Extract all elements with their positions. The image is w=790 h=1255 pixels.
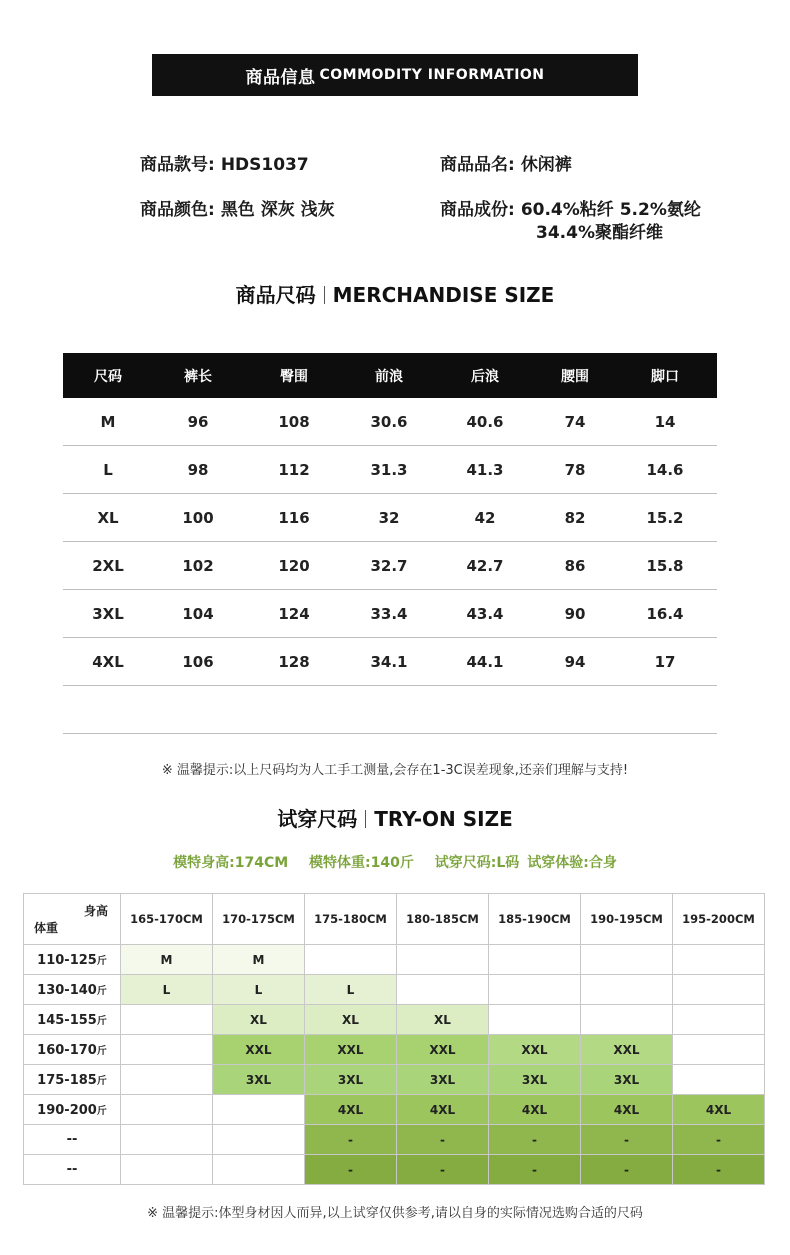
table-row bbox=[63, 398, 717, 446]
table-cell: 14.6 bbox=[646, 460, 684, 479]
size-cell bbox=[121, 1095, 213, 1125]
size-cell bbox=[213, 1095, 305, 1125]
size-cell: XL bbox=[213, 1005, 305, 1035]
weight-header: 110-125斤 bbox=[24, 945, 121, 975]
model-info: 模特身高:174CM 模特体重:140斤 试穿尺码:L码 试穿体验:合身 bbox=[173, 855, 617, 871]
size-cell bbox=[121, 1155, 213, 1185]
size-cell bbox=[673, 1005, 765, 1035]
size-table bbox=[63, 353, 717, 734]
size-cell: 4XL bbox=[581, 1095, 673, 1125]
size-cell: - bbox=[397, 1155, 489, 1185]
size-cell: XL bbox=[305, 1005, 397, 1035]
table-row bbox=[24, 975, 765, 1005]
size-cell: 3XL bbox=[397, 1065, 489, 1095]
table-cell: 15.8 bbox=[646, 556, 684, 575]
table-row bbox=[63, 638, 717, 686]
table-cell: 116 bbox=[278, 508, 310, 527]
table-cell: 44.1 bbox=[466, 652, 504, 671]
size-cell bbox=[673, 945, 765, 975]
size-cell: - bbox=[305, 1125, 397, 1155]
size-cell: M bbox=[213, 945, 305, 975]
weight-header: 175-185斤 bbox=[24, 1065, 121, 1095]
size-cell: 4XL bbox=[489, 1095, 581, 1125]
size-cell: L bbox=[121, 975, 213, 1005]
table-cell: 17 bbox=[654, 652, 676, 671]
table-cell: 90 bbox=[564, 604, 586, 623]
table-cell: 31.3 bbox=[370, 460, 408, 479]
weight-header: 145-155斤 bbox=[24, 1005, 121, 1035]
table-cell: 42.7 bbox=[466, 556, 504, 575]
table-row bbox=[24, 1005, 765, 1035]
table-row bbox=[24, 1065, 765, 1095]
size-cell: XL bbox=[397, 1005, 489, 1035]
size-cell: 4XL bbox=[397, 1095, 489, 1125]
table-cell: 78 bbox=[564, 460, 586, 479]
table-cell: XL bbox=[97, 508, 119, 527]
banner-title-en: COMMODITY INFORMATION bbox=[319, 67, 545, 83]
size-cell: 3XL bbox=[489, 1065, 581, 1095]
table-cell: 32 bbox=[378, 508, 400, 527]
size-cell bbox=[489, 975, 581, 1005]
height-header: 185-190CM bbox=[489, 894, 581, 945]
table-cell: 16.4 bbox=[646, 604, 684, 623]
table-cell: 82 bbox=[564, 508, 586, 527]
size-cell: - bbox=[397, 1125, 489, 1155]
size-cell bbox=[581, 975, 673, 1005]
size-cell: - bbox=[673, 1155, 765, 1185]
size-cell: L bbox=[213, 975, 305, 1005]
size-cell: XXL bbox=[213, 1035, 305, 1065]
table-cell: 2XL bbox=[92, 556, 124, 575]
size-cell: 4XL bbox=[305, 1095, 397, 1125]
height-header: 195-200CM bbox=[673, 894, 765, 945]
table-row bbox=[63, 446, 717, 494]
table-cell: 4XL bbox=[92, 652, 124, 671]
size-cell: L bbox=[305, 975, 397, 1005]
table-cell: 14 bbox=[654, 412, 676, 431]
height-header: 190-195CM bbox=[581, 894, 673, 945]
table-cell: 3XL bbox=[92, 604, 124, 623]
table-cell: 104 bbox=[182, 604, 214, 623]
merchandise-size-title: 商品尺码 MERCHANDISE SIZE bbox=[235, 283, 555, 307]
table-cell: 86 bbox=[564, 556, 586, 575]
weight-header: 160-170斤 bbox=[24, 1035, 121, 1065]
table-cell: L bbox=[103, 460, 113, 479]
size-cell: - bbox=[581, 1125, 673, 1155]
table-cell: 41.3 bbox=[466, 460, 504, 479]
size-cell bbox=[673, 1065, 765, 1095]
size-cell bbox=[213, 1155, 305, 1185]
weight-header: 130-140斤 bbox=[24, 975, 121, 1005]
size-cell: 3XL bbox=[305, 1065, 397, 1095]
table-row bbox=[63, 590, 717, 638]
size-cell: XXL bbox=[305, 1035, 397, 1065]
table-cell: 34.1 bbox=[370, 652, 408, 671]
size-cell: - bbox=[305, 1155, 397, 1185]
weight-header: -- bbox=[24, 1155, 121, 1185]
size-cell: - bbox=[581, 1155, 673, 1185]
table-cell: 98 bbox=[187, 460, 209, 479]
height-header: 170-175CM bbox=[213, 894, 305, 945]
size-cell: XXL bbox=[397, 1035, 489, 1065]
height-header: 180-185CM bbox=[397, 894, 489, 945]
style-number: 商品款号: HDS1037 bbox=[140, 155, 309, 175]
tryon-table bbox=[23, 893, 765, 1185]
table-cell: 128 bbox=[278, 652, 310, 671]
size-cell: XXL bbox=[489, 1035, 581, 1065]
size-cell: - bbox=[489, 1125, 581, 1155]
size-cell bbox=[121, 1005, 213, 1035]
size-cell bbox=[397, 975, 489, 1005]
size-cell: - bbox=[673, 1125, 765, 1155]
table-cell: 43.4 bbox=[466, 604, 504, 623]
size-cell bbox=[489, 945, 581, 975]
table-row bbox=[24, 1125, 765, 1155]
size-cell: M bbox=[121, 945, 213, 975]
table-cell: 42 bbox=[474, 508, 496, 527]
size-cell bbox=[121, 1125, 213, 1155]
size-cell: 3XL bbox=[213, 1065, 305, 1095]
table-cell: 100 bbox=[182, 508, 214, 527]
table-row bbox=[24, 945, 765, 975]
size-cell bbox=[121, 1035, 213, 1065]
size-cell: - bbox=[489, 1155, 581, 1185]
size-cell: 3XL bbox=[581, 1065, 673, 1095]
table-row bbox=[63, 686, 717, 734]
size-note: ※ 温馨提示:以上尺码均为人工手工测量,会存在1-3C误差现象,还亲们理解与支持! bbox=[161, 763, 629, 778]
product-composition-line2: 34.4%聚酯纤维 bbox=[536, 223, 663, 243]
weight-header: 190-200斤 bbox=[24, 1095, 121, 1125]
weight-header: -- bbox=[24, 1125, 121, 1155]
table-row bbox=[24, 1095, 765, 1125]
product-name: 商品品名: 休闲裤 bbox=[440, 155, 572, 175]
size-cell bbox=[581, 1005, 673, 1035]
table-cell: 33.4 bbox=[370, 604, 408, 623]
size-cell bbox=[581, 945, 673, 975]
tryon-corner: 身高 体重 bbox=[24, 894, 121, 945]
table-cell: 94 bbox=[564, 652, 586, 671]
table-cell: 120 bbox=[278, 556, 310, 575]
table-cell: 96 bbox=[187, 412, 209, 431]
table-cell: 106 bbox=[182, 652, 214, 671]
tryon-size-title: 试穿尺码 TRY-ON SIZE bbox=[277, 807, 513, 831]
size-cell: 4XL bbox=[673, 1095, 765, 1125]
tryon-note: ※ 温馨提示:体型身材因人而异,以上试穿仅供参考,请以自身的实际情况选购合适的尺码 bbox=[147, 1206, 643, 1221]
table-cell: 112 bbox=[278, 460, 310, 479]
size-cell bbox=[121, 1065, 213, 1095]
size-cell bbox=[397, 945, 489, 975]
table-row bbox=[63, 494, 717, 542]
table-cell: 32.7 bbox=[370, 556, 408, 575]
table-cell: 74 bbox=[564, 412, 586, 431]
table-cell: 108 bbox=[278, 412, 310, 431]
table-cell: 15.2 bbox=[646, 508, 684, 527]
size-cell bbox=[213, 1125, 305, 1155]
table-cell: 30.6 bbox=[370, 412, 408, 431]
size-cell: XXL bbox=[581, 1035, 673, 1065]
commodity-info-banner bbox=[152, 54, 638, 96]
size-table-header: 尺码 裤长 臀围 前浪 后浪 腰围 脚口 bbox=[63, 353, 717, 398]
banner-title-cn: 商品信息 bbox=[245, 67, 316, 88]
size-cell bbox=[673, 1035, 765, 1065]
size-cell bbox=[305, 945, 397, 975]
size-cell bbox=[673, 975, 765, 1005]
table-row bbox=[24, 1035, 765, 1065]
size-cell bbox=[489, 1005, 581, 1035]
table-row bbox=[63, 542, 717, 590]
product-composition: 商品成份: 60.4%粘纤 5.2%氨纶 bbox=[440, 200, 701, 220]
table-cell: 102 bbox=[182, 556, 214, 575]
table-cell: 124 bbox=[278, 604, 310, 623]
table-cell: M bbox=[100, 412, 116, 431]
height-header: 165-170CM bbox=[121, 894, 213, 945]
table-row bbox=[24, 1155, 765, 1185]
table-cell: 40.6 bbox=[466, 412, 504, 431]
product-color: 商品颜色: 黑色 深灰 浅灰 bbox=[140, 200, 335, 220]
height-header: 175-180CM bbox=[305, 894, 397, 945]
